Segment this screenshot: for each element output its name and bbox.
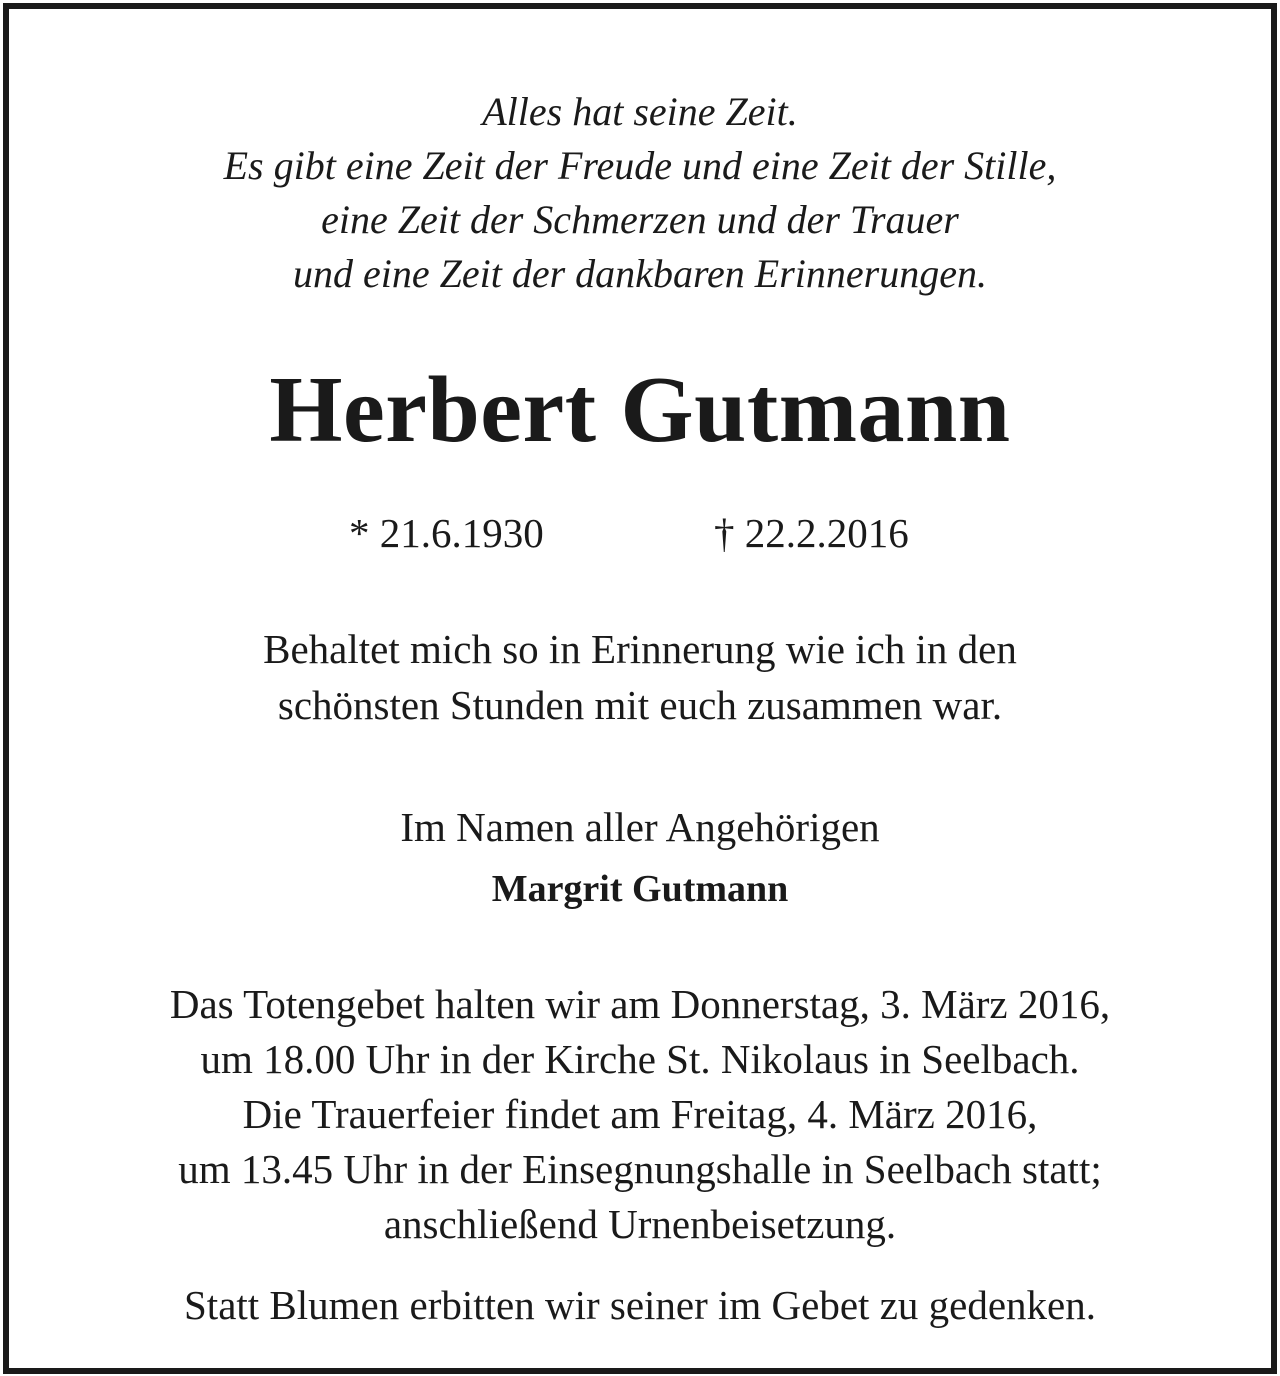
death-date: † 22.2.2016 bbox=[714, 510, 909, 556]
poem-line: eine Zeit der Schmerzen und der Trauer bbox=[321, 197, 959, 242]
obituary-frame bbox=[3, 3, 1277, 1374]
family-intro: Im Namen aller Angehörigen bbox=[400, 804, 880, 850]
quote-line: Behaltet mich so in Erinnerung wie ich in den bbox=[263, 626, 1017, 672]
birth-date: * 21.6.1930 bbox=[349, 510, 544, 556]
poem-line: Es gibt eine Zeit der Freude und eine Zeit der Stille, bbox=[223, 143, 1057, 188]
service-line: Das Totengebet halten wir am Donnerstag, 3. März 2016, bbox=[169, 981, 1111, 1027]
deceased-name: Herbert Gutmann bbox=[269, 358, 1011, 462]
obituary-content bbox=[9, 9, 1271, 1368]
poem-line: und eine Zeit der dankbaren Erinnerungen. bbox=[293, 251, 987, 296]
service-line: Die Trauerfeier findet am Freitag, 4. März 2016, bbox=[242, 1091, 1038, 1137]
service-details bbox=[9, 977, 1271, 1252]
life-dates bbox=[9, 505, 1271, 561]
service-line: anschließend Urnenbeisetzung. bbox=[383, 1201, 897, 1247]
family-signatory: Margrit Gutmann bbox=[491, 868, 789, 910]
poem-line: Alles hat seine Zeit. bbox=[482, 89, 798, 134]
poem bbox=[9, 85, 1271, 301]
memorial-quote bbox=[9, 621, 1271, 733]
service-line: um 13.45 Uhr in der Einsegnungshalle in Seelbach statt; bbox=[178, 1146, 1102, 1192]
closing-note: Statt Blumen erbitten wir seiner im Gebet zu gedenken. bbox=[184, 1282, 1096, 1328]
service-line: um 18.00 Uhr in der Kirche St. Nikolaus in Seelbach. bbox=[200, 1036, 1080, 1082]
quote-line: schönsten Stunden mit euch zusammen war. bbox=[277, 682, 1003, 728]
